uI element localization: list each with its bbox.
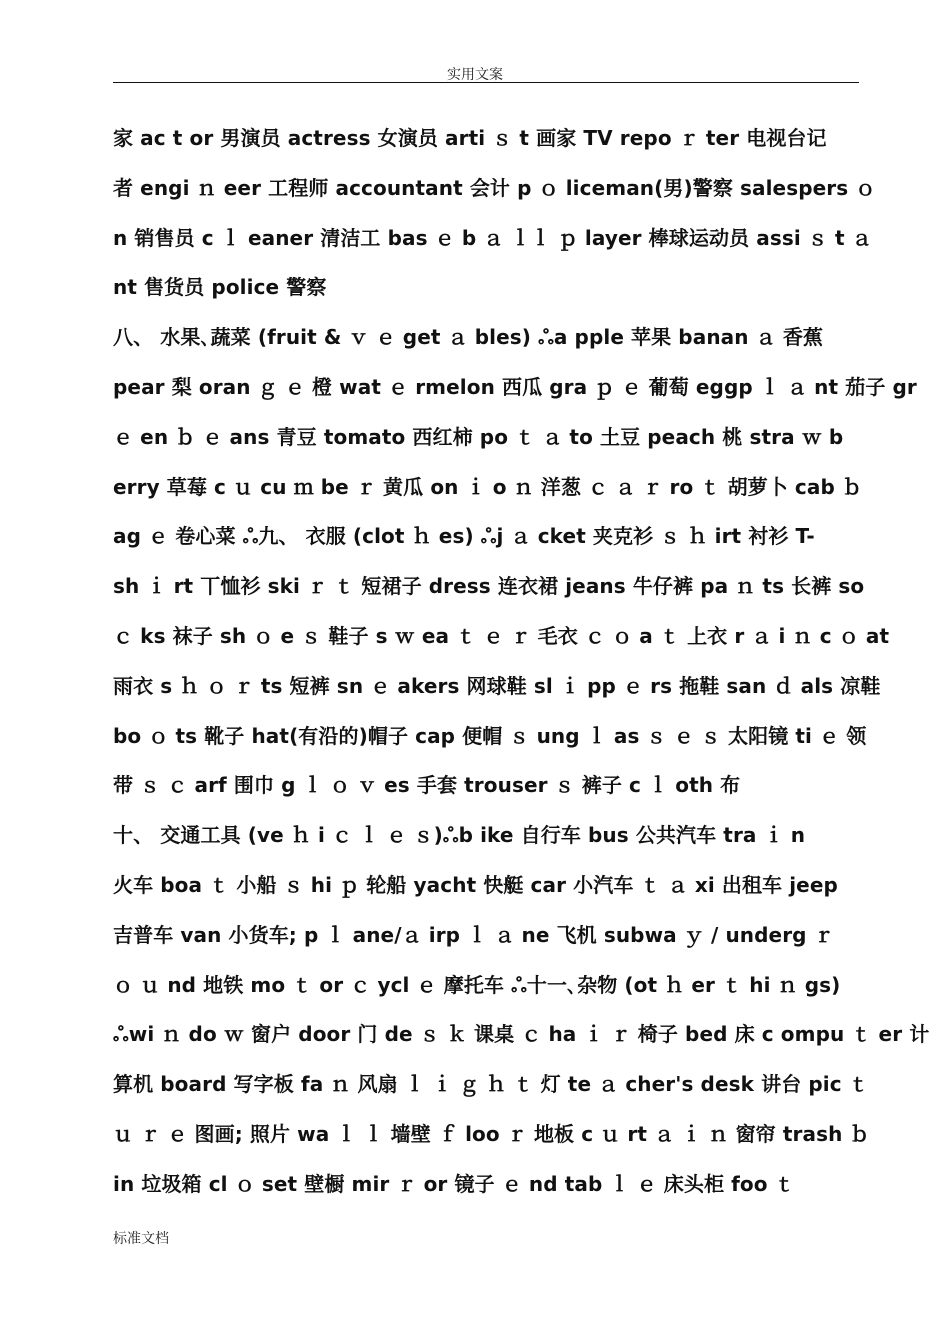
text-line: 算机 board 写字板 fa ｎ 风扇 ｌ ｉ ｇ ｈ ｔ 灯 te ａ cher's desk 讲台 pic ｔ xyxy=(113,1072,869,1097)
text-line: sh ｉ rt 丅恤衫 ski ｒ ｔ 短裙子 dress 连衣裙 jeans 牛仔裤 pa ｎ ts 长裤 so xyxy=(113,574,865,599)
text-line: n 销售员 c ｌ eaner 清洁工 bas ｅ b ａ ｌｌ ｐ layer 棒球运动员 assi ｓ t ａ xyxy=(113,225,872,250)
text-line: 吉普车 van 小货车; p ｌ ane/ａ irp ｌ ａ ne 飞机 subwa ｙ / underg ｒ xyxy=(113,922,834,947)
text-line: 雨衣 s ｈ ｏ ｒ ts 短裤 sn ｅ akers 网球鞋 sl ｉ pp ｅ rs 拖鞋 san ｄ als 凉鞋 xyxy=(113,673,881,698)
text-line: ｕ ｒ ｅ 图画; 照片 wa ｌ ｌ 墙壁 ｆ loo ｒ 地板 c ｕ rt ａ ｉ ｎ 窗帘 trash ｂ xyxy=(113,1121,870,1146)
text-line: ஃwi ｎ do ｗ 窗户 door 门 de ｓ ｋ 课桌 ｃ ha ｉ ｒ 椅子 bed 床 c ompu ｔ er 计 xyxy=(113,1022,930,1047)
text-line: ｏ ｕ nd 地铁 mo ｔ or ｃ ycl ｅ 摩托车 ஃ十一､杂物 (ot ｈ er ｔ hi ｎ gs) xyxy=(113,972,841,997)
text-line: ｅ en ｂ ｅ ans 青豆 tomato 西红柿 po ｔ ａ to 土豆 peach 桃 stra ｗ b xyxy=(113,424,844,449)
text-line: 火车 boa ｔ 小船 ｓ hi ｐ 轮船 yacht 快艇 car 小汽车 ｔ ａ xi 出租车 jeep xyxy=(113,872,838,897)
header-divider xyxy=(113,82,859,83)
section-heading-fruit: 八、 水果､蔬菜 (fruit & ｖ ｅ get ａ bles) ஃa pple 苹果 banan ａ 香蕉 xyxy=(113,325,824,350)
text-line: ag ｅ 卷心菜 ஃ九、 衣服 (clot ｈ es) ஃj ａ cket 夹克衫 ｓ ｈ irt 衬衫 T- xyxy=(113,524,815,549)
section-heading-vehicles: 十、 交通工具 (ve ｈ i ｃ ｌ ｅ ｓ)ஃb ike 自行车 bus 公共汽车 tra ｉ n xyxy=(113,823,806,848)
text-line: 带 ｓ ｃ arf 围巾 g ｌ ｏ ｖ es 手套 trouser ｓ 裤子 c ｌ oth 布 xyxy=(113,773,741,798)
text-line: nt 售货员 police 警察 xyxy=(113,275,327,300)
text-line: 家 ac t or 男演员 actress 女演员 arti ｓ t 画家 TV repo ｒ ter 电视台记 xyxy=(113,126,827,150)
text-line: in 垃圾箱 cl ｏ set 壁橱 mir ｒ or 镜子 ｅ nd tab ｌ ｅ 床头柜 foo ｔ xyxy=(113,1171,795,1196)
page-footer: 标准文档 xyxy=(113,1231,169,1247)
page-header: 实用文案 xyxy=(447,67,503,83)
text-line: bo ｏ ts 靴子 hat(有沿的)帽子 cap 便帽 ｓ ung ｌ as ｓ ｅ ｓ 太阳镜 ti ｅ 领 xyxy=(113,723,867,748)
document-body xyxy=(113,114,930,1210)
text-line: ｃ ks 袜子 sh ｏ e ｓ 鞋子 s ｗ ea ｔ ｅ ｒ 毛衣 ｃ ｏ a ｔ 上衣 r ａ i ｎ c ｏ at xyxy=(113,623,890,648)
text-line: 者 engi ｎ eer 工程师 accountant 会计 p ｏ liceman(男)警察 salespers ｏ xyxy=(113,175,876,200)
text-line: erry 草莓 c ｕ cu ｍ be ｒ 黄瓜 on ｉ o ｎ 洋葱 ｃ ａ ｒ ro ｔ 胡萝卜 cab ｂ xyxy=(113,474,863,499)
text-line: pear 梨 oran ｇ ｅ 橙 wat ｅ rmelon 西瓜 gra ｐ ｅ 葡萄 eggp ｌ ａ nt 茄子 gr xyxy=(113,374,917,399)
